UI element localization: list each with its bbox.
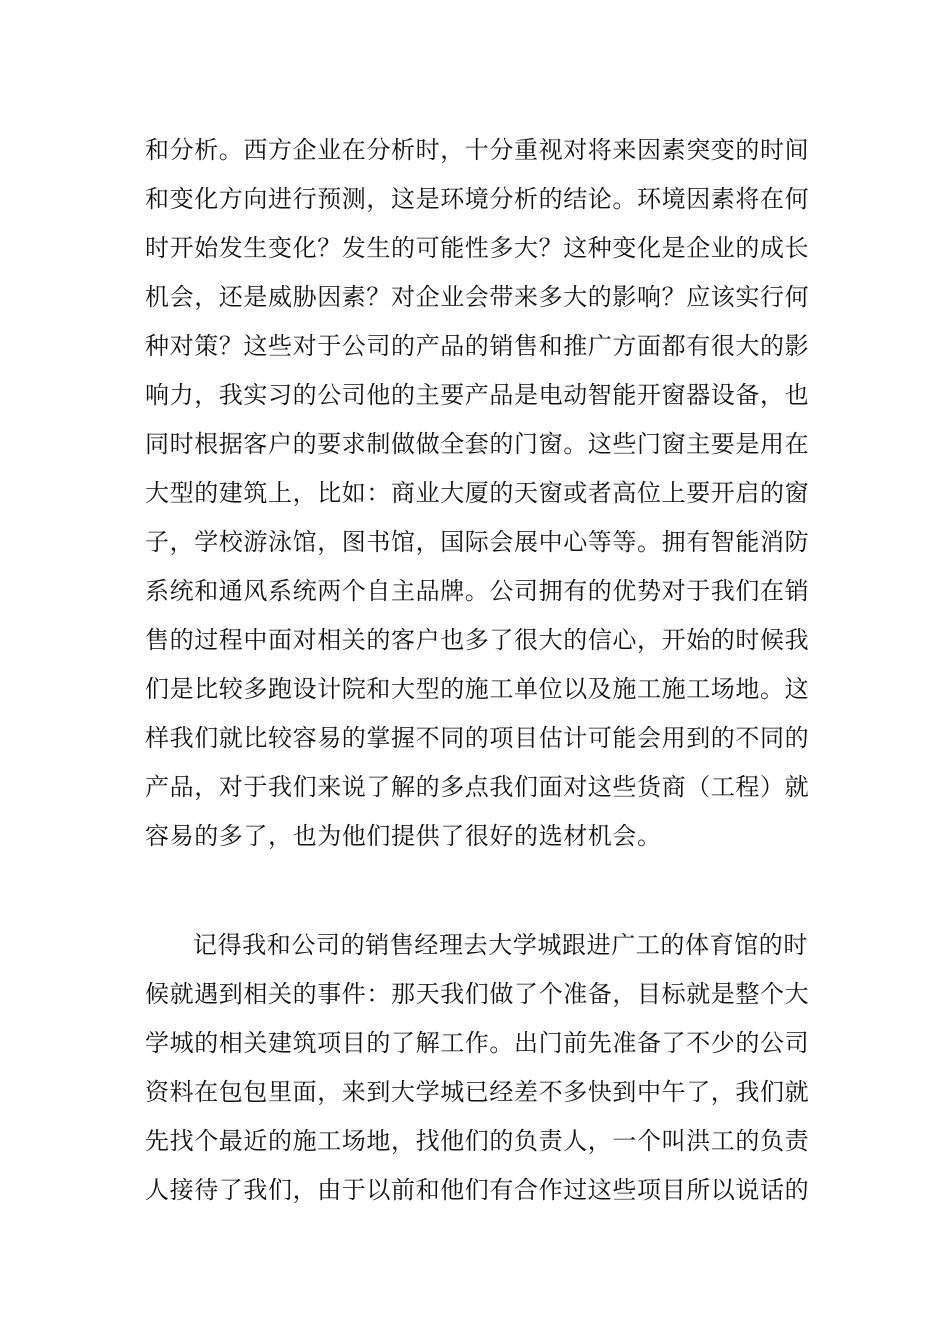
text-line: 记得我和公司的销售经理去大学城跟进广工的体育馆的时 (193, 931, 808, 959)
text-line: 们是比较多跑设计院和大型的施工单位以及施工施工场地。这 (145, 675, 810, 703)
text-line: 机会，还是威胁因素？对企业会带来多大的影响？应该实行何 (145, 283, 810, 311)
text-line: 产品，对于我们来说了解的多点我们面对这些货商（工程）就 (145, 773, 810, 801)
text-line: 和分析。西方企业在分析时，十分重视对将来因素突变的时间 (145, 136, 810, 164)
text-line: 子，学校游泳馆，图书馆，国际会展中心等等。拥有智能消防 (145, 528, 810, 556)
text-line: 样我们就比较容易的掌握不同的项目估计可能会用到的不同的 (145, 724, 810, 752)
text-line: 同时根据客户的要求制做做全套的门窗。这些门窗主要是用在 (145, 430, 810, 458)
text-line: 种对策？这些对于公司的产品的销售和推广方面都有很大的影 (145, 332, 810, 360)
text-line: 响力，我实习的公司他的主要产品是电动智能开窗器设备，也 (145, 381, 810, 409)
text-line: 学城的相关建筑项目的了解工作。出门前先准备了不少的公司 (145, 1029, 810, 1057)
text-line: 容易的多了，也为他们提供了很好的选材机会。 (145, 822, 662, 850)
text-line: 人接待了我们，由于以前和他们有合作过这些项目所以说话的 (145, 1176, 810, 1204)
text-line: 和变化方向进行预测，这是环境分析的结论。环境因素将在何 (145, 185, 810, 213)
text-line: 时开始发生变化？发生的可能性多大？这种变化是企业的成长 (145, 234, 810, 262)
text-line: 候就遇到相关的事件：那天我们做了个准备，目标就是整个大 (145, 980, 810, 1008)
text-line: 资料在包包里面，来到大学城已经差不多快到中午了，我们就 (145, 1078, 810, 1106)
text-line: 售的过程中面对相关的客户也多了很大的信心，开始的时候我 (145, 626, 810, 654)
text-line: 大型的建筑上，比如：商业大厦的天窗或者高位上要开启的窗 (145, 479, 810, 507)
text-line: 先找个最近的施工场地，找他们的负责人，一个叫洪工的负责 (145, 1127, 810, 1155)
text-line: 系统和通风系统两个自主品牌。公司拥有的优势对于我们在销 (145, 577, 810, 605)
